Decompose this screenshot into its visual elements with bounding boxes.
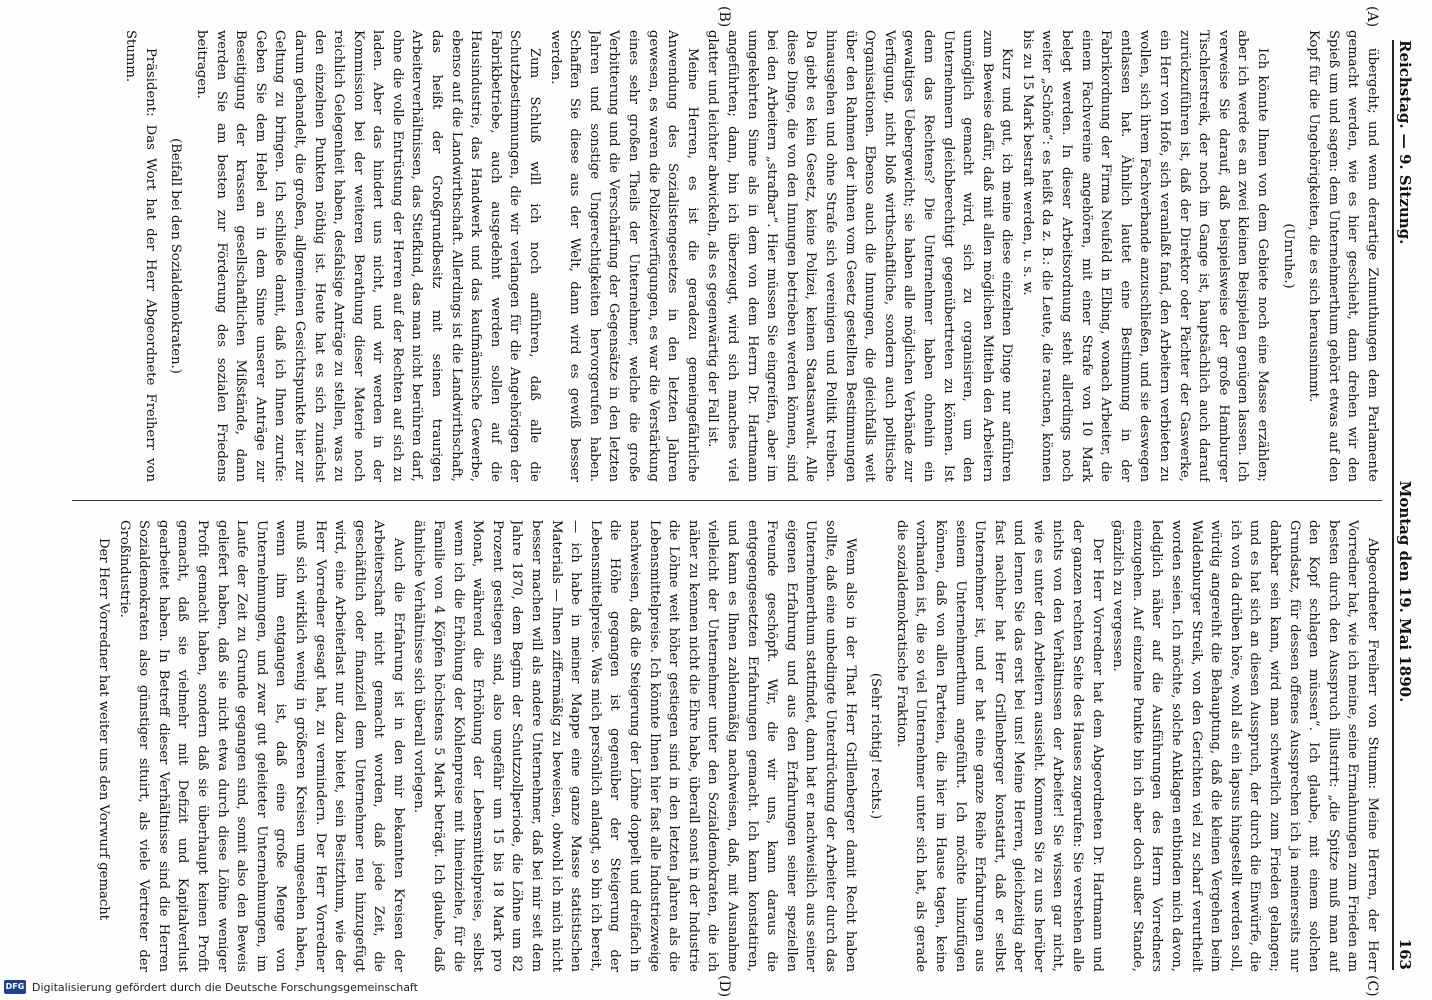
paragraph: Abgeordneter Freiherr von Stumm: Meine Herren, der Herr Vorredner hat, wie ich meine, seine Ermahnungen zum Frieden am besten durch den Ausspruch illustrirt: „die Spitze muß man auf den Kopf schlagen müssen“. Ich glaube, mit einem solchen Grundsatz, für dessen offenes Aussprechen ich ja meinerseits nur dankbar sein kann, wird man schwerlich zum Frieden gelangen; und es hat sich an diesen Ausspruch, der durch die Einwürfe, die ich von da drüben höre, wohl als ein lapsus hingestellt werden soll, würdig angereiht die Behauptung, daß die kleinen Vergehen beim Waldenburger Streik, von den Gerichten viel zu scharf verurtheilt worden seien. Ich möchte, solche Anklagen entbinden mich davon, lediglich näher auf die Ausführungen des Herrn Vorredners einzugehen. Auf einzelne Punkte bin ich aber doch außer Stande, gänzlich zu vergessen. bbox=[1110, 520, 1380, 972]
digitization-footer bbox=[0, 976, 1432, 998]
interjection: (Beifall bei den Sozialdemokraten.) bbox=[168, 138, 184, 374]
interjection: (Sehr richtig! rechts.) bbox=[868, 672, 884, 820]
page-number: 163 bbox=[1396, 938, 1414, 970]
header-rule bbox=[1392, 40, 1394, 970]
paragraph: Auch die Erfahrung ist in den mir bekannten Kreisen der Arbeiterschaft nicht gemacht worden, daß jede Zeit, die geschäftlich oder finanziell dem Unternehmer neu hinzugefügt wird, eine Arbeiterlast nur dazu bietet, sein Besitzthum, wie der Herr Vorredner gesagt hat, zu vermindern. Der Herr Vorredner muß sich wirklich wenig in größeren Kreisen umgesehen haben, wenn ihm entgangen ist, daß eine große Menge von Unternehmungen, und zwar gut geleiteter Unternehmungen, im Laufe der Zeit zu Grunde gegangen sind, somit also den Beweis geliefert haben, daß sie nicht etwa durch diese Löhne weniger Profit gemacht haben, sondern daß sie überhaupt keinen Profit gemacht, daß sie vielmehr mit Defizit und Kapitalverlust gearbeitet haben. In Betreff dieser Verhältnisse sind die Herren Sozialdemokraten also günstiger situirt, als viele Vertreter der Großindustrie. bbox=[116, 520, 406, 972]
page-header bbox=[1396, 40, 1424, 970]
interjection: (Unruhe.) bbox=[1280, 223, 1296, 289]
paragraph: Meine Herren, es ist die geradezu gemeingefährliche Anwendung des Sozialistengesetzes in den letzten Jahren gewesen, es waren die Polizeiverfügungen, es war die Verstärkung eines sehr großen Theils der Unternehmer, welche die große Verbitterung und die Verschärfung der Gegensätze in den letzten Jahren und sonstige Ungerechtigkeiten hervorgerufen haben. Schaffen Sie diese aus der Welt, dann wird es gewiß besser werden. bbox=[547, 30, 700, 482]
margin-letter-d: (D) bbox=[716, 975, 732, 998]
dfg-logo: DFG bbox=[4, 980, 26, 994]
paragraph: übergeht; und wenn derartige Zumuthungen dem Parlamente gemacht werden, wie es hier geschieht, dann drehen wir den Spieß um und sagen: dem Unternehmerthum gehört etwas auf den Kopf für die Ungehörigkeiten, die es sich herausnimmt. bbox=[1306, 30, 1380, 482]
paragraph: Wenn also in der That Herr Grillenberger damit Recht haben sollte, daß eine unbedingte Unterdrückung der Arbeiter durch das Unternehmerthum stattfindet, dann hat er nachweislich aus seiner eigenen Erfahrung und aus den Erfahrungen seiner speziellen Freunde geschöpft. Wir, die wir uns, kann daraus die entgegengesetzten Erfahrungen gemacht. Ich kann konstatiren, und kann es Ihnen zahlenmäßig nachweisen, daß, mit Ausnahme vielleicht der Unternehmer unter den Sozialdemokraten, die ich näher zu kennen nicht die Ehre habe, überall sonst in der Industrie die Löhne weit höher gestiegen sind in den letzten Jahren als die Lebensmittelpreise. Ich könnte Ihnen hier fast alle Industriezweige nachweisen, daß die Steigerung der Löhne doppelt und dreifach in die Höhe gegangen ist gegenüber der Steigerung der Lebensmittelpreise. Was mich persönlich anlangt, so bin ich bereit, — ich habe in meiner Mappe eine ganze Masse statistischen Materials — Ihnen ziffermäßig zu beweisen, obwohl ich mich nicht besser machen will als andere Unternehmer, daß bei mir seit dem Jahre 1870, dem Beginn der Schutzzollperiode, die Löhne um 82 Prozent gestiegen sind, also ungefähr um 15 bis 18 Mark pro Monat, während die Erhöhung der Lebensmittelpreise, selbst wenn ich die Erhöhung der Kohlenpreise mit hineinziehe, für die Familie von 4 Köpfen höchstens 5 Mark beträgt. Ich glaube, daß ähnliche Verhältnisse sich überall vorlegen. bbox=[411, 520, 858, 972]
paragraph: Zum Schluß will ich noch anführen, daß alle die Schutzbestimmungen, die wir verlangen für die Angehörigen der Fabrikbetriebe, auch ausgedehnt werden sollen auf die Hausindustrie, das Handwerk und das kaufmännische Gewerbe, ebenso auf die Landwirthschaft. Allerdings ist die Landwirthschaft, das heißt der Großgrundbesitz mit seinen traurigen Arbeiterverhältnissen, das Stiefkind, das man nicht berühren darf, ohne die volle Entrüstung der Herren auf der Rechten auf sich zu laden. Aber das hindert uns nicht, und wir werden in der Kommission bei der weiteren Berathung dieser Materie noch reichlich Gelegenheit haben, desfalsige Anträge zu stellen, was zu den einzelnen Punkten nöthig ist. Heute hat es sich zunächst darum gehandelt, die großen, allgemeinen Gesichtspunkte hier zur Geltung zu bringen. Ich schließe damit, daß ich Ihnen zurufe: Geben Sie dem Hebel an in dem Sinne unserer Anträge zur Beseitigung der krassen gesellschaftlichen Mißstände, dann werden Sie am besten zur Förderung des sozialen Friedens beitragen. bbox=[193, 30, 543, 482]
margin-letter-a: (A) bbox=[1364, 6, 1380, 28]
paragraph: Ich könnte Ihnen von dem Gebiete noch eine Masse erzählen; aber ich werde es an zwei kleinen Beispielen genügen lassen. Ich verweise Sie darauf, daß beispielsweise der große Hamburger Tischlerstreik, der noch im Gange ist, hauptsächlich auch darauf zurückzuführen ist, daß der Direktor oder Pächter der Gaswerke, ein Herr von Hofe, sich veranlaßt fand, den Arbeitern verbieten zu wollen, sich ihrem Fachverbande anzuschließen, und sie deswegen entlassen hat. Ähnlich lautet eine Bestimmung in der Fabrikordnung der Firma Neufeld in Elbing, wonach Arbeiter, die einem Fachvereine angehören, mit einer Strafe von 10 Mark belegt werden. In dieser Arbeitsordnung steht allerdings noch weiter „Schöne“: es heißt da z. B.: die Leute, die rauchen, können bis zu 15 Mark bestraft werden, u. s. w. bbox=[1019, 30, 1271, 482]
paragraph: Der Herr Vorredner hat dem Abgeordneten Dr. Hartmann und der ganzen rechten Seite des Hauses zugerufen: Sie verstehen alle nichts von den Verhältnissen der Arbeiter! Sie wissen gar nicht, wie es unter den Arbeitern aussieht. Kommen Sie zu uns herüber und lernen Sie das erst bei uns! Meine Herren, gleichzeitig aber fast nachher hat Herr Grillenberger konstatirt, daß er selbst Unternehmer ist, und er hat eine ganze Reihe Erfahrungen aus seinem Unternehmerthum angeführt. Ich möchte hinzufügen können, daß von allen Parteien, die hier im Hause tagen, keine vorhanden ist, die so viel Unternehmer unter sich hat, als gerade die sozialdemokratische Fraktion. bbox=[893, 520, 1105, 972]
right-column bbox=[72, 520, 1382, 972]
margin-letter-b: (B) bbox=[716, 6, 732, 28]
paragraph: Kurz und gut, ich meine diese einzelnen Dinge nur anführen zum Beweise dafür, daß mit allen möglichen Mitteln den Arbeitern unmöglich gemacht wird, sich zu organisiren, um den Unternehmern gleichberechtigt gegenübertreten zu können. Ist denn das Rechtens? Die Unternehmer haben ohnehin ein gewaltiges Uebergewicht; sie haben alle möglichen Verbände zur Verfügung, nicht bloß wirthschaftliche, sondern auch politische Organisationen. Ebenso auch die Innungen, die gleichfalls weit über den Rahmen der ihnen vom Gesetz gestellten Bestimmungen hinausgehen und ohne Strafe sich vereinigen und Politik treiben. Da giebt es kein Gesetz, keine Polizei, keinen Staatsanwalt. Alle diese Dinge, die von den Innungen betrieben werden können, sind bei den Arbeitern „strafbar“. Hier müssen Sie eingreifen, aber im umgekehrten Sinne als in dem von dem Herrn Dr. Hartmann angeführten; dann, bin ich überzeugt, wird sich manches viel glatter und leichter abwickeln, als es gegenwärtig der Fall ist. bbox=[705, 30, 1015, 482]
paragraph: Der Herr Vorredner hat weiter uns den Vorwurf gemacht bbox=[96, 538, 111, 921]
margin-letter-c: (C) bbox=[1364, 975, 1380, 997]
left-column bbox=[72, 30, 1382, 482]
paragraph: Präsident: Das Wort hat der Herr Abgeordnete Freiherr von Stumm. bbox=[123, 30, 158, 482]
header-left: Reichstag. — 9. Sitzung. bbox=[1396, 40, 1414, 245]
column-divider bbox=[72, 500, 1382, 501]
header-date: Montag den 19. Mai 1890. bbox=[1396, 480, 1414, 703]
digitization-credit: Digitalisierung gefördert durch die Deutsche Forschungsgemeinschaft bbox=[32, 980, 418, 994]
